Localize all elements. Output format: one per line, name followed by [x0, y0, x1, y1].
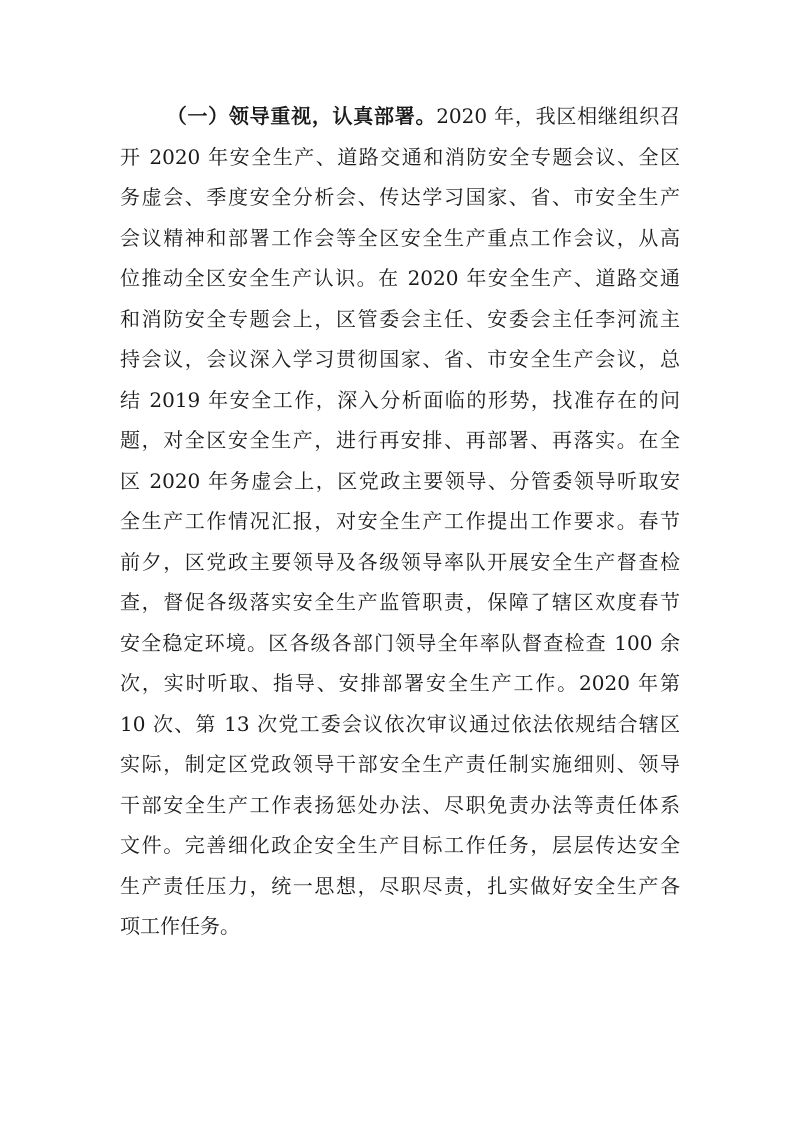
paragraph-line: 前夕，区党政主要领导及各级领导率队开展安全生产督查检 [120, 549, 680, 574]
paragraph-line-1 [120, 96, 680, 137]
paragraph-line: 结 2019 年安全工作，深入分析面临的形势，找准存在的问 [120, 387, 680, 412]
paragraph-line: 安全稳定环境。区各级各部门领导全年率队督查检查 100 余 [120, 630, 680, 655]
section-heading: （一）领导重视，认真部署。 [166, 104, 437, 128]
paragraph-first-line-text: 2020 年，我区相继组织召 [436, 104, 680, 128]
paragraph-line: 务虚会、季度安全分析会、传达学习国家、省、市安全生产 [120, 185, 680, 209]
paragraph-line: 10 次、第 13 次党工委会议依次审议通过依法依规结合辖区 [120, 711, 680, 736]
paragraph-line: 区 2020 年务虚会上，区党政主要领导、分管委领导听取安 [120, 468, 680, 493]
paragraph-line: 和消防安全专题会上，区管委会主任、安委会主任李河流主 [120, 306, 680, 331]
paragraph-line: 位推动全区安全生产认识。在 2020 年安全生产、道路交通 [120, 266, 680, 290]
paragraph [120, 96, 680, 947]
paragraph-line: 次，实时听取、指导、安排部署安全生产工作。2020 年第 [120, 671, 680, 695]
paragraph-line: 实际，制定区党政领导干部安全生产责任制实施细则、领导 [120, 752, 680, 776]
paragraph-line-last: 项工作任务。 [120, 914, 240, 938]
paragraph-line: 查，督促各级落实安全生产监管职责，保障了辖区欢度春节 [120, 590, 680, 614]
paragraph-line: 开 2020 年安全生产、道路交通和消防安全专题会议、全区 [120, 144, 680, 169]
paragraph-line: 会议精神和部署工作会等全区安全生产重点工作会议，从高 [120, 225, 680, 250]
paragraph-line: 题，对全区安全生产，进行再安排、再部署、再落实。在全 [120, 428, 680, 452]
paragraph-line: 干部安全生产工作表扬惩处办法、尽职免责办法等责任体系 [120, 792, 680, 817]
paragraph-line: 文件。完善细化政企安全生产目标工作任务，层层传达安全 [120, 833, 680, 857]
paragraph-line: 持会议，会议深入学习贯彻国家、省、市安全生产会议，总 [120, 347, 680, 371]
paragraph-line: 全生产工作情况汇报，对安全生产工作提出工作要求。春节 [120, 509, 680, 533]
paragraph-line: 生产责任压力，统一思想，尽职尽责，扎实做好安全生产各 [120, 873, 680, 898]
